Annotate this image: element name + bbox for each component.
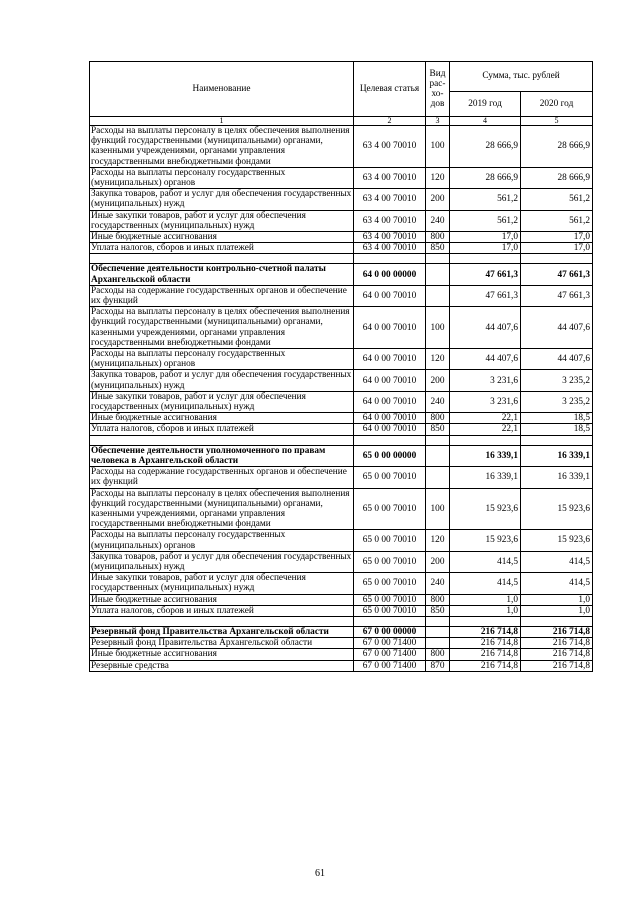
row-name: Иные бюджетные ассигнования (90, 232, 354, 243)
table-row (90, 126, 593, 168)
table-row (90, 551, 593, 572)
row-sum-2020: 18,5 (521, 413, 593, 424)
table-row (90, 307, 593, 349)
row-sum-2019: 561,2 (450, 210, 521, 231)
spacer-row (90, 435, 593, 445)
table-row (90, 530, 593, 551)
row-name: Расходы на содержание государственных органов и обеспечение их функций (90, 285, 354, 306)
row-name: Резервные средства (90, 660, 354, 671)
row-name: Закупка товаров, работ и услуг для обеспечения государственных (муниципальных) нужд (90, 551, 354, 572)
row-sum-2020: 17,0 (521, 243, 593, 254)
row-sum-2019: 47 661,3 (450, 285, 521, 306)
row-sum-2020: 1,0 (521, 605, 593, 616)
spacer-cell (521, 254, 593, 264)
spacer-cell (90, 616, 354, 626)
row-article: 65 0 00 70010 (354, 488, 426, 530)
row-sum-2020: 44 407,6 (521, 349, 593, 370)
row-name: Обеспечение деятельности контрольно-счетной палаты Архангельской области (90, 264, 354, 285)
row-name: Уплата налогов, сборов и иных платежей (90, 424, 354, 435)
row-sum-2019: 17,0 (450, 232, 521, 243)
table-row (90, 167, 593, 188)
spacer-cell (521, 435, 593, 445)
row-name: Иные бюджетные ассигнования (90, 594, 354, 605)
row-sum-2020: 16 339,1 (521, 445, 593, 466)
row-name: Расходы на выплаты персоналу государственных (муниципальных) органов (90, 530, 354, 551)
page-number: 61 (315, 868, 325, 879)
table-row (90, 605, 593, 616)
row-sum-2019: 15 923,6 (450, 488, 521, 530)
row-name: Резервный фонд Правительства Архангельской области (90, 626, 354, 637)
spacer-cell (90, 435, 354, 445)
row-name: Расходы на содержание государственных органов и обеспечение их функций (90, 467, 354, 488)
table-row (90, 488, 593, 530)
row-sum-2019: 3 231,6 (450, 370, 521, 391)
header-sum: Сумма, тыс. рублей (450, 62, 593, 92)
section-row (90, 445, 593, 466)
row-article: 65 0 00 70010 (354, 467, 426, 488)
row-name: Обеспечение деятельности уполномоченного по правам человека в Архангельской области (90, 445, 354, 466)
row-expense-type: 850 (426, 243, 450, 254)
row-article: 64 0 00 00000 (354, 264, 426, 285)
row-article: 64 0 00 70010 (354, 424, 426, 435)
row-sum-2020: 16 339,1 (521, 467, 593, 488)
row-sum-2020: 3 235,2 (521, 391, 593, 412)
spacer-cell (426, 435, 450, 445)
row-sum-2020: 47 661,3 (521, 285, 593, 306)
spacer-cell (354, 254, 426, 264)
row-sum-2019: 216 714,8 (450, 649, 521, 660)
table-row (90, 243, 593, 254)
table-row (90, 210, 593, 231)
col-num-4: 4 (450, 117, 521, 126)
row-sum-2019: 28 666,9 (450, 126, 521, 168)
spacer-cell (450, 254, 521, 264)
row-expense-type: 800 (426, 232, 450, 243)
row-expense-type: 800 (426, 413, 450, 424)
table-body (90, 126, 593, 672)
row-sum-2019: 216 714,8 (450, 626, 521, 637)
table-row (90, 232, 593, 243)
row-sum-2019: 414,5 (450, 573, 521, 594)
row-sum-2020: 561,2 (521, 210, 593, 231)
section-row (90, 626, 593, 637)
row-name: Иные закупки товаров, работ и услуг для обеспечения государственных (муниципальных) нужд (90, 210, 354, 231)
row-article: 65 0 00 70010 (354, 573, 426, 594)
row-sum-2020: 28 666,9 (521, 167, 593, 188)
row-name: Закупка товаров, работ и услуг для обеспечения государственных (муниципальных) нужд (90, 189, 354, 210)
spacer-cell (450, 616, 521, 626)
row-sum-2019: 216 714,8 (450, 638, 521, 649)
row-sum-2019: 561,2 (450, 189, 521, 210)
table-row (90, 413, 593, 424)
row-expense-type: 240 (426, 391, 450, 412)
section-row (90, 264, 593, 285)
col-num-3: 3 (426, 117, 450, 126)
row-sum-2019: 1,0 (450, 605, 521, 616)
row-sum-2020: 17,0 (521, 232, 593, 243)
table-row (90, 594, 593, 605)
row-name: Уплата налогов, сборов и иных платежей (90, 605, 354, 616)
row-sum-2020: 18,5 (521, 424, 593, 435)
row-name: Закупка товаров, работ и услуг для обеспечения государственных (муниципальных) нужд (90, 370, 354, 391)
row-expense-type (426, 638, 450, 649)
col-num-1: 1 (90, 117, 354, 126)
row-article: 63 4 00 70010 (354, 243, 426, 254)
row-expense-type: 120 (426, 349, 450, 370)
row-name: Иные бюджетные ассигнования (90, 649, 354, 660)
row-sum-2020: 3 235,2 (521, 370, 593, 391)
row-sum-2020: 15 923,6 (521, 488, 593, 530)
row-article: 65 0 00 70010 (354, 594, 426, 605)
row-article: 64 0 00 70010 (354, 391, 426, 412)
table-row (90, 660, 593, 671)
spacer-cell (426, 616, 450, 626)
budget-table (89, 61, 593, 672)
row-article: 65 0 00 70010 (354, 530, 426, 551)
row-sum-2020: 44 407,6 (521, 307, 593, 349)
row-sum-2019: 47 661,3 (450, 264, 521, 285)
spacer-row (90, 254, 593, 264)
row-expense-type: 850 (426, 424, 450, 435)
row-article: 67 0 00 71400 (354, 660, 426, 671)
table-row (90, 391, 593, 412)
row-expense-type: 240 (426, 210, 450, 231)
row-expense-type (426, 626, 450, 637)
row-expense-type: 800 (426, 649, 450, 660)
row-sum-2019: 44 407,6 (450, 307, 521, 349)
row-expense-type: 100 (426, 488, 450, 530)
row-sum-2020: 414,5 (521, 551, 593, 572)
row-expense-type: 200 (426, 551, 450, 572)
row-sum-2020: 28 666,9 (521, 126, 593, 168)
row-name: Уплата налогов, сборов и иных платежей (90, 243, 354, 254)
row-article: 63 4 00 70010 (354, 189, 426, 210)
table-row (90, 573, 593, 594)
row-sum-2020: 15 923,6 (521, 530, 593, 551)
row-sum-2020: 216 714,8 (521, 638, 593, 649)
row-article: 64 0 00 70010 (354, 349, 426, 370)
row-expense-type: 240 (426, 573, 450, 594)
row-article: 67 0 00 71400 (354, 649, 426, 660)
row-article: 64 0 00 70010 (354, 285, 426, 306)
row-article: 65 0 00 00000 (354, 445, 426, 466)
row-sum-2020: 561,2 (521, 189, 593, 210)
table-row (90, 424, 593, 435)
row-expense-type: 120 (426, 167, 450, 188)
row-article: 63 4 00 70010 (354, 167, 426, 188)
row-name: Резервный фонд Правительства Архангельской области (90, 638, 354, 649)
row-sum-2019: 22,1 (450, 424, 521, 435)
header-name: Наименование (90, 62, 354, 117)
row-expense-type (426, 264, 450, 285)
row-sum-2020: 414,5 (521, 573, 593, 594)
col-num-5: 5 (521, 117, 593, 126)
spacer-row (90, 616, 593, 626)
row-article: 64 0 00 70010 (354, 370, 426, 391)
row-name: Иные закупки товаров, работ и услуг для обеспечения государственных (муниципальных) нужд (90, 573, 354, 594)
table-row (90, 638, 593, 649)
row-sum-2019: 16 339,1 (450, 467, 521, 488)
row-sum-2019: 17,0 (450, 243, 521, 254)
row-name: Расходы на выплаты персоналу государственных (муниципальных) органов (90, 349, 354, 370)
row-article: 63 4 00 70010 (354, 126, 426, 168)
row-sum-2019: 15 923,6 (450, 530, 521, 551)
row-sum-2019: 3 231,6 (450, 391, 521, 412)
row-article: 64 0 00 70010 (354, 413, 426, 424)
table-row (90, 189, 593, 210)
spacer-cell (354, 435, 426, 445)
header-2020: 2020 год (521, 92, 593, 117)
row-sum-2020: 216 714,8 (521, 660, 593, 671)
spacer-cell (521, 616, 593, 626)
row-sum-2020: 47 661,3 (521, 264, 593, 285)
header-2019: 2019 год (450, 92, 521, 117)
spacer-cell (354, 616, 426, 626)
spacer-cell (90, 254, 354, 264)
row-article: 63 4 00 70010 (354, 232, 426, 243)
row-sum-2019: 414,5 (450, 551, 521, 572)
row-article: 64 0 00 70010 (354, 307, 426, 349)
row-expense-type: 800 (426, 594, 450, 605)
row-sum-2019: 216 714,8 (450, 660, 521, 671)
row-sum-2020: 216 714,8 (521, 626, 593, 637)
row-sum-2019: 1,0 (450, 594, 521, 605)
header-article: Целевая статья (354, 62, 426, 117)
row-sum-2020: 1,0 (521, 594, 593, 605)
row-sum-2019: 44 407,6 (450, 349, 521, 370)
row-name: Расходы на выплаты персоналу в целях обеспечения выполнения функций государственными (муниципальными) органами, казенными учреждениями, органами управления государственными внебюджетными фондами (90, 488, 354, 530)
row-sum-2019: 28 666,9 (450, 167, 521, 188)
row-article: 65 0 00 70010 (354, 605, 426, 616)
row-expense-type: 870 (426, 660, 450, 671)
row-article: 63 4 00 70010 (354, 210, 426, 231)
row-expense-type: 120 (426, 530, 450, 551)
row-article: 67 0 00 71400 (354, 638, 426, 649)
table-row (90, 649, 593, 660)
spacer-cell (426, 254, 450, 264)
row-name: Иные закупки товаров, работ и услуг для обеспечения государственных (муниципальных) нужд (90, 391, 354, 412)
row-sum-2020: 216 714,8 (521, 649, 593, 660)
table-row (90, 370, 593, 391)
row-name: Расходы на выплаты персоналу в целях обеспечения выполнения функций государственными (муниципальными) органами, казенными учреждениями, органами управления государственными внебюджетными фондами (90, 126, 354, 168)
row-expense-type: 200 (426, 370, 450, 391)
row-expense-type: 200 (426, 189, 450, 210)
row-expense-type: 100 (426, 307, 450, 349)
table-row (90, 467, 593, 488)
row-expense-type (426, 445, 450, 466)
row-name: Расходы на выплаты персоналу государственных (муниципальных) органов (90, 167, 354, 188)
col-num-2: 2 (354, 117, 426, 126)
row-expense-type: 850 (426, 605, 450, 616)
row-expense-type: 100 (426, 126, 450, 168)
table-row (90, 349, 593, 370)
spacer-cell (450, 435, 521, 445)
row-article: 67 0 00 00000 (354, 626, 426, 637)
row-article: 65 0 00 70010 (354, 551, 426, 572)
row-expense-type (426, 467, 450, 488)
row-expense-type (426, 285, 450, 306)
row-sum-2019: 16 339,1 (450, 445, 521, 466)
header-expense-type: Вид рас-хо-дов (426, 62, 450, 117)
table-row (90, 285, 593, 306)
row-name: Иные бюджетные ассигнования (90, 413, 354, 424)
row-name: Расходы на выплаты персоналу в целях обеспечения выполнения функций государственными (муниципальными) органами, казенными учреждениями, органами управления государственными внебюджетными фондами (90, 307, 354, 349)
row-sum-2019: 22,1 (450, 413, 521, 424)
